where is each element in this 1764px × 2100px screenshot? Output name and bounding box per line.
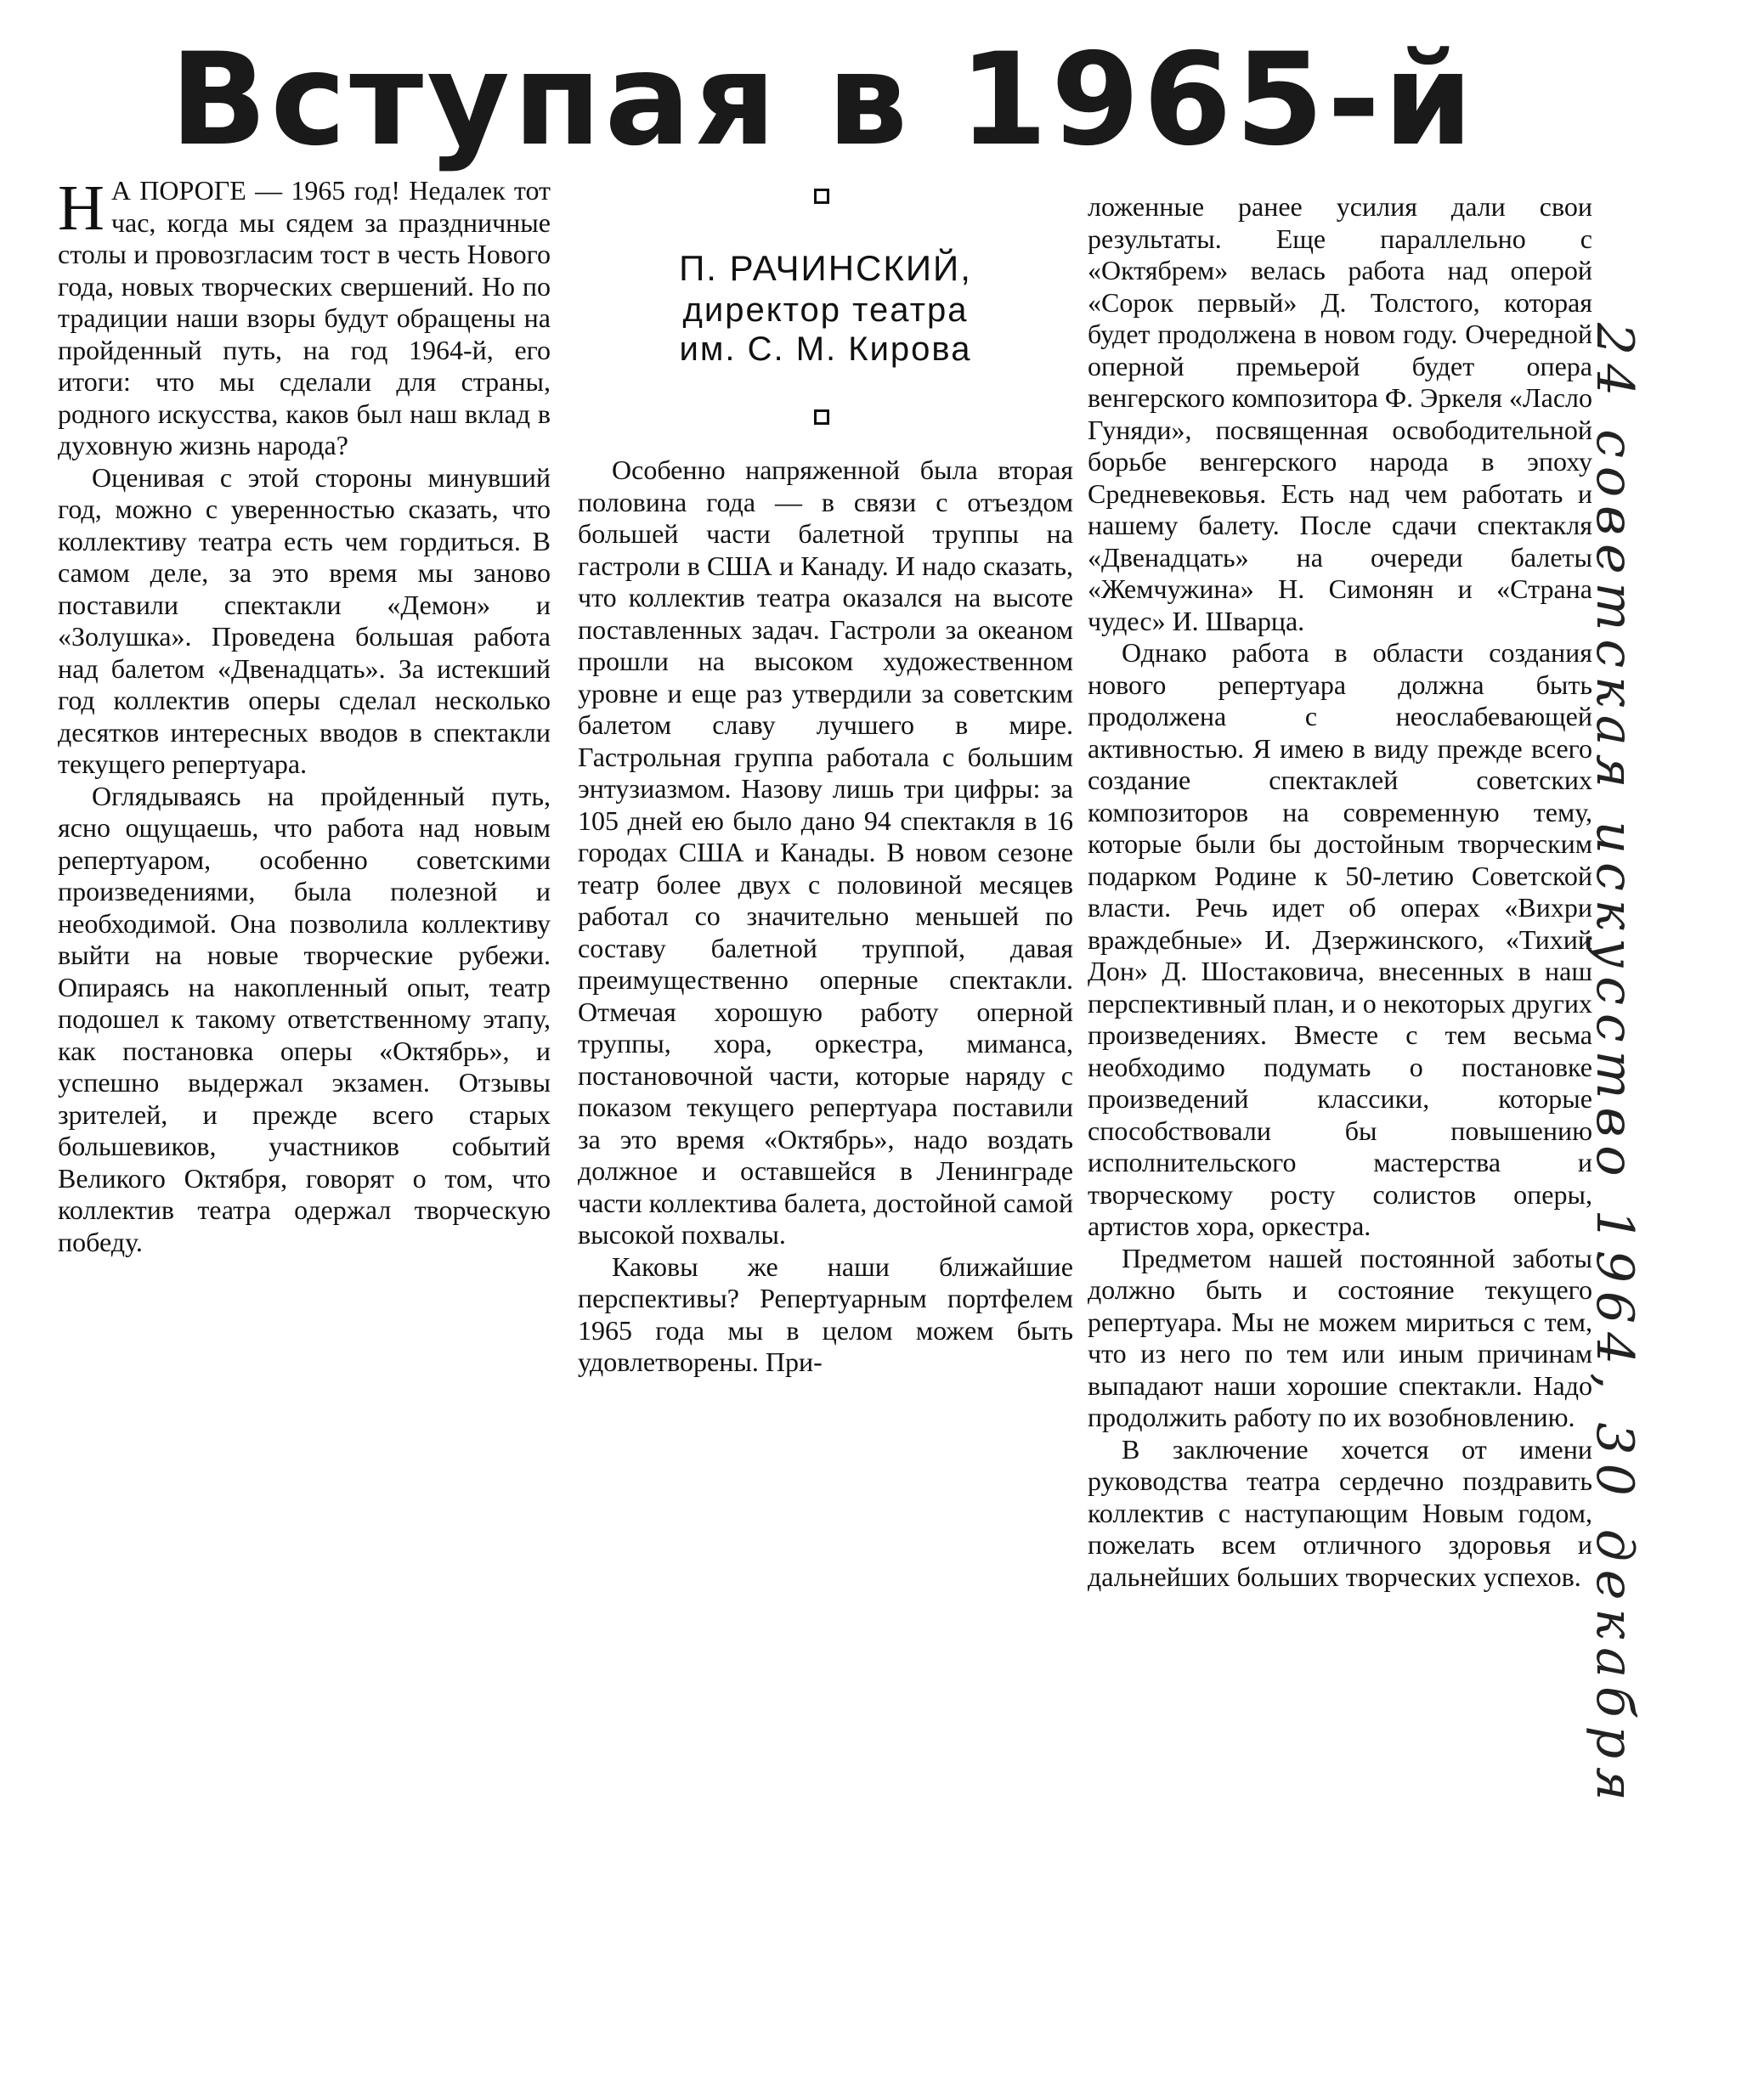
square-ornament-top [814,189,829,204]
handwritten-note: 24 советская искусство 1964, 30 декабря [1585,323,1644,1809]
author-name: П. РАЧИНСКИЙ, [679,248,972,288]
paragraph [58,172,551,462]
article-column-2 [578,454,1073,1379]
paragraph-text: А ПОРОГЕ — 1965 год! Недалек тот час, когда мы сядем за праздничные столы и провозгласим тост в честь Нового года, новых творческих свершений. Но по традиции наши взоры будут обращены на пройденный путь, на год 1964-й, его итоги: что мы сделали для страны, родного искусства, каков был наш вклад в духовную жизнь народа? [58,175,551,460]
paragraph: Предметом нашей постоянной заботы должно быть и состояние текущего репертуара. Мы не можем мириться с тем, что из него по тем или иным причинам выпадают наши хорошие спектакли. Надо продолжить работу по их возобновлению. [1088,1242,1592,1432]
drop-cap: Н [58,172,105,244]
headline: Вступая в 1965-й [170,26,1477,174]
paragraph: ложенные ранее усилия дали свои результаты. Еще параллельно с «Октябрем» велась работа над оперой «Сорок первый» Д. Толстого, которая будет продолжена в новом году. Очередной оперной премьерой будет опера венгерского композитора Ф. Эркеля «Ласло Гуняди», посвященная освободительной борьбе венгерского народа в эпоху Средневековья. Есть над чем работать и нашему балету. После сдачи спектакля «Двенадцать» на очереди балеты «Жемчужина» Н. Симонян и «Страна чудес» И. Шварца. [1088,191,1592,636]
byline [578,246,1073,369]
square-ornament-bottom [814,409,829,425]
paragraph: Особенно напряженной была вторая половина года — в связи с отъездом большей части балетной труппы на гастроли в США и Канаду. И надо сказать, что коллектив театра оказался на высоте поставленных задач. Гастроли за океаном прошли на высоком художественном уровне и еще раз утвердили за советским балетом славу лучшего в мире. Гастрольная группа работала с большим энтузиазмом. Назову лишь три цифры: за 105 дней ею было дано 94 спектакля в 16 городах США и Канады. В новом сезоне театр более двух с половиной месяцев работал со значительно меньшей по составу балетной труппой, давая преимущественно оперные спектакли. Отмечая хорошую работу оперной труппы, хора, оркестра, миманса, постановочной части, которые наряду с показом текущего репертуара поставили за это время «Октябрь», надо воздать должное и оставшейся в Ленинграде части коллектива балета, достойной самой высокой похвалы. [578,454,1073,1250]
paragraph: Каковы же наши ближайшие перспективы? Репертуарным портфелем 1965 года мы в целом можем быть удовлетворены. При- [578,1250,1073,1377]
author-theatre: им. С. М. Кирова [679,330,972,368]
paragraph: Оглядываясь на пройденный путь, ясно ощущаешь, что работа над новым репертуаром, особенно советскими произведениями, была полезной и необходимой. Она позволила коллективу выйти на новые творческие рубежи. Опираясь на накопленный опыт, театр подошел к такому ответственному этапу, как постановка оперы «Октябрь», и успешно выдержал экзамен. Отзывы зрителей, и прежде всего старых большевиков, участников событий Великого Октября, говорят о том, что коллектив театра одержал творческую победу. [58,780,551,1257]
author-role: директор театра [682,291,969,329]
article-column-1 [58,172,551,1258]
article-column-3 [1088,191,1592,1593]
paragraph: Однако работа в области создания нового репертуара должна быть продолжена с неослабевающей активностью. Я имею в виду прежде всего создание спектаклей советских композиторов на современную тему, которые были бы достойным творческим подарком Родине к 50-летию Советской власти. Речь идет об операх «Вихри враждебные» И. Дзержинского, «Тихий Дон» Д. Шостаковича, внесенных в наш перспективный план, и о некоторых других произведениях. Вместе с тем весьма необходимо подумать о постановке произведений классики, которые способствовали бы повышению исполнительского мастерства и творческому росту солистов оперы, артистов хора, оркестра. [1088,637,1592,1241]
paragraph: Оценивая с этой стороны минувший год, можно с уверенностью сказать, что коллективу театра есть чем гордиться. В самом деле, за это время мы заново поставили спектакли «Демон» и «Золушка». Проведена большая работа над балетом «Двенадцать». За истекший год коллектив оперы сделал несколько десятков интересных вводов в спектакли текущего репертуара. [58,461,551,779]
paragraph: В заключение хочется от имени руководства театра сердечно поздравить коллектив с наступающим Новым годом, пожелать всем отличного здоровья и дальнейших больших творческих успехов. [1088,1433,1592,1592]
